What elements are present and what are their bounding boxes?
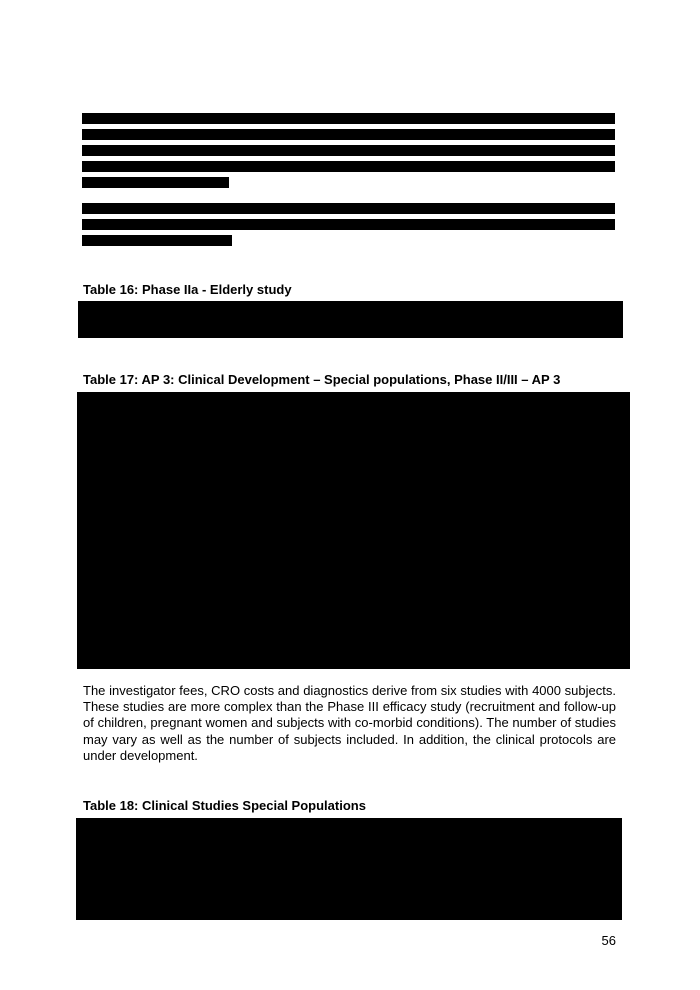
redaction-bar — [82, 177, 229, 188]
redaction-bar — [82, 145, 615, 156]
table-18-caption: Table 18: Clinical Studies Special Populations — [83, 798, 366, 813]
table-17-caption: Table 17: AP 3: Clinical Development – Special populations, Phase II/III – AP 3 — [83, 372, 561, 387]
redaction-bar — [82, 235, 232, 246]
redaction-bar — [82, 161, 615, 172]
page-number: 56 — [601, 933, 616, 948]
redaction-bar — [82, 113, 615, 124]
redaction-bar — [82, 203, 615, 214]
table-18-redacted — [76, 818, 622, 920]
table-17-redacted — [77, 392, 630, 669]
body-paragraph: The investigator fees, CRO costs and diagnostics derive from six studies with 4000 subjects. These studies are more complex than the Phase III efficacy study (recruitment and follow-up of children, pregnant women and subjects with co-morbid conditions). The number of studies may vary as well as the number of subjects included. In addition, the clinical protocols are under development. — [83, 683, 616, 763]
redaction-bar — [82, 129, 615, 140]
table-16-caption: Table 16: Phase IIa - Elderly study — [83, 282, 292, 297]
table-16-redacted — [78, 301, 623, 338]
redaction-bar — [82, 219, 615, 230]
